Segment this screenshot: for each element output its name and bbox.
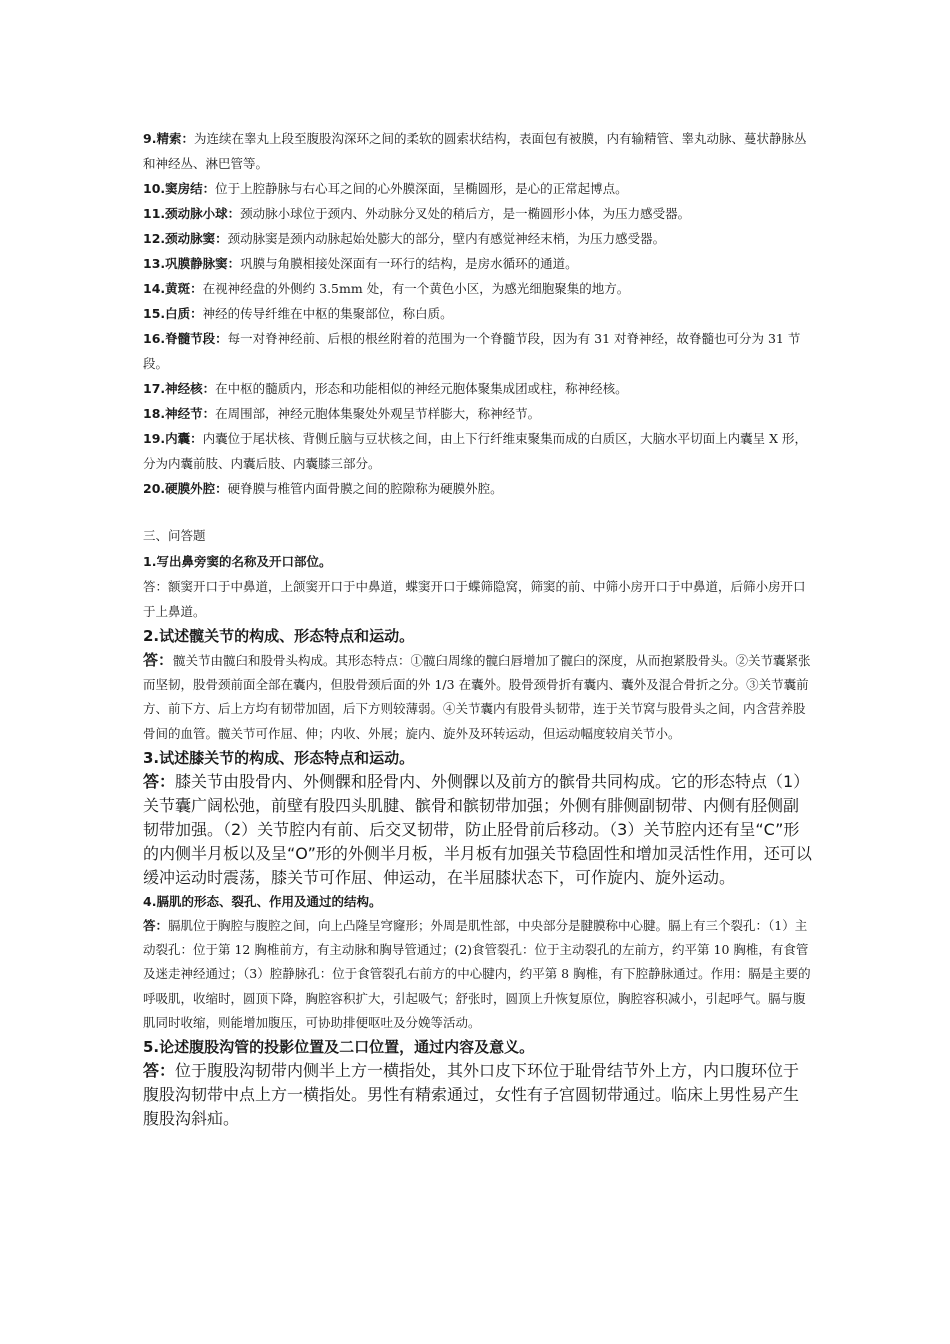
answer-label: 答：: [143, 771, 176, 791]
definition-item: [143, 301, 813, 326]
definition-term: 13.巩膜静脉窦：: [143, 256, 241, 271]
question-text: 1.写出鼻旁窦的名称及开口部位。: [143, 554, 332, 569]
definition-item: [143, 251, 813, 276]
answer-paragraph: [143, 914, 813, 1035]
definition-term: 12.颈动脉窦：: [143, 231, 228, 246]
definition-text: 硬脊膜与椎管内面骨膜之间的腔隙称为硬膜外腔。: [227, 481, 503, 496]
question-text: 3.试述膝关节的构成、形态特点和运动。: [143, 748, 415, 767]
definition-term: 19.内囊：: [143, 431, 203, 446]
answer-paragraph: [143, 770, 813, 890]
definition-item: [143, 376, 813, 401]
definition-item: [143, 476, 813, 501]
question-2: [143, 624, 813, 746]
definition-text: 内囊位于尾状核、背侧丘脑与豆状核之间，由上下行纤维束聚集而成的白质区，大脑水平切面上内囊呈 X 形，分为内囊前肢、内囊后肢、内囊膝三部分。: [143, 431, 808, 471]
question-3: [143, 746, 813, 890]
definition-text: 在视神经盘的外侧约 3.5mm 处，有一个黄色小区，为感光细胞聚集的地方。: [202, 281, 630, 296]
definition-text: 每一对脊神经前、后根的根丝附着的范围为一个脊髓节段，因为有 31 对脊神经，故脊髓也可分为 31 节段。: [143, 331, 801, 371]
definition-term: 16.脊髓节段：: [143, 331, 228, 346]
definition-text: 颈动脉窦是颈内动脉起始处膨大的部分，壁内有感觉神经末梢，为压力感受器。: [227, 231, 666, 246]
answer-text: 膝关节由股骨内、外侧髁和胫骨内、外侧髁以及前方的髌骨共同构成。它的形态特点（1）关节囊广阔松弛，前壁有股四头肌腱、髌骨和髌韧带加强；外侧有腓侧副韧带、内侧有胫侧副韧带加强。（2）关节腔内有前、后交叉韧带，防止胫骨前后移动。（3）关节腔内还有呈“C”形的内侧半月板以及呈“O”形的外侧半月板，半月板有加强关节稳固性和增加灵活性作用，还可以缓冲运动时震荡，膝关节可作屈、伸运动，在半屈膝状态下，可作旋内、旋外运动。: [143, 771, 812, 887]
definition-text: 在中枢的髓质内，形态和功能相似的神经元胞体聚集成团或柱，称神经核。: [215, 381, 628, 396]
definition-term: 20.硬膜外腔：: [143, 481, 228, 496]
definition-text: 颈动脉小球位于颈内、外动脉分叉处的稍后方，是一椭圆形小体，为压力感受器。: [240, 206, 691, 221]
question-text: 2.试述髋关节的构成、形态特点和运动。: [143, 627, 415, 645]
section-title: 三、问答题: [143, 528, 206, 543]
definition-term: 10.窦房结：: [143, 181, 216, 196]
definition-item: [143, 276, 813, 301]
page-content: [143, 126, 813, 1131]
question-5: [143, 1035, 813, 1131]
answer-text: 位于腹股沟韧带内侧半上方一横指处，其外口皮下环位于耻骨结节外上方，内口腹环位于腹股沟韧带中点上方一横指处。男性有精索通过，女性有子宫圆韧带通过。临床上男性易产生腹股沟斜疝。: [143, 1061, 800, 1129]
definition-term: 9.精索：: [143, 131, 194, 146]
answer-label: 答：: [143, 1061, 176, 1081]
answer-paragraph: [143, 1059, 813, 1131]
question-4: [143, 890, 813, 1035]
definition-text: 神经的传导纤维在中枢的集聚部位，称白质。: [202, 306, 453, 321]
question-1: [143, 550, 813, 624]
answer-text: 髋关节由髋臼和股骨头构成。其形态特点：①髋臼周缘的髋臼唇增加了髋臼的深度，从而抱紧股骨头。②关节囊紧张而坚韧，股骨颈前面全部在囊内，但股骨颈后面的外 1/3 在囊外。股骨颈骨折有囊内、囊外及混合骨折之分。③关节囊前方、前下方、后上方均有韧带加固，后下方则较薄弱。④关节囊内有股骨头韧带，连于关节窝与股骨头之间，内含营养股骨间的血管。髋关节可作屈、伸；内收、外展；旋内、旋外及环转运动，但运动幅度较肩关节小。: [143, 653, 811, 741]
answer-label: 答：: [143, 917, 169, 933]
definition-item: [143, 326, 813, 376]
definition-term: 14.黄斑：: [143, 281, 203, 296]
definition-term: 18.神经节：: [143, 406, 216, 421]
answer-text: 膈肌位于胸腔与腹腔之间，向上凸隆呈穹窿形；外周是肌性部，中央部分是腱膜称中心腱。膈上有三个裂孔：（1）主动裂孔：位于第 12 胸椎前方，有主动脉和胸导管通过；(2)食管裂孔：位于主动裂孔的左前方，约平第 10 胸椎，有食管及迷走神经通过；（3）腔静脉孔：位于食管裂孔右前方的中心腱内，约平第 8 胸椎，有下腔静脉通过。作用：膈是主要的呼吸肌，收缩时，圆顶下降，胸腔容积扩大，引起吸气；舒张时，圆顶上升恢复原位，胸腔容积减小，引起呼气。膈与腹肌同时收缩，则能增加腹压，可协助排便呕吐及分娩等活动。: [143, 917, 811, 1030]
definition-text: 巩膜与角膜相接处深面有一环行的结构，是房水循环的通道。: [240, 256, 578, 271]
definition-item: [143, 426, 813, 476]
definition-term: 17.神经核：: [143, 381, 216, 396]
definition-term: 11.颈动脉小球：: [143, 206, 241, 221]
answer-text: 答：额窦开口于中鼻道，上颌窦开口于中鼻道，蝶窦开口于蝶筛隐窝，筛窦的前、中筛小房开口于中鼻道，后筛小房开口于上鼻道。: [143, 579, 806, 619]
definition-item: [143, 126, 813, 176]
definition-item: [143, 201, 813, 226]
definition-item: [143, 401, 813, 426]
definition-text: 位于上腔静脉与右心耳之间的心外膜深面，呈椭圆形，是心的正常起博点。: [215, 181, 628, 196]
definition-term: 15.白质：: [143, 306, 203, 321]
question-text: 5.论述腹股沟管的投影位置及二口位置，通过内容及意义。: [143, 1038, 535, 1057]
definitions-list: [143, 126, 813, 501]
question-text: 4.膈肌的形态、裂孔、作用及通过的结构。: [143, 893, 382, 909]
answer-paragraph: [143, 648, 813, 746]
answer-label: 答：: [143, 651, 174, 669]
definition-item: [143, 176, 813, 201]
definition-text: 在周围部，神经元胞体集聚处外观呈节样膨大，称神经节。: [215, 406, 541, 421]
definition-text: 为连续在睾丸上段至腹股沟深环之间的柔软的圆索状结构，表面包有被膜，内有输精管、睾丸动脉、蔓状静脉丛和神经丛、淋巴管等。: [143, 131, 807, 171]
definition-item: [143, 226, 813, 251]
